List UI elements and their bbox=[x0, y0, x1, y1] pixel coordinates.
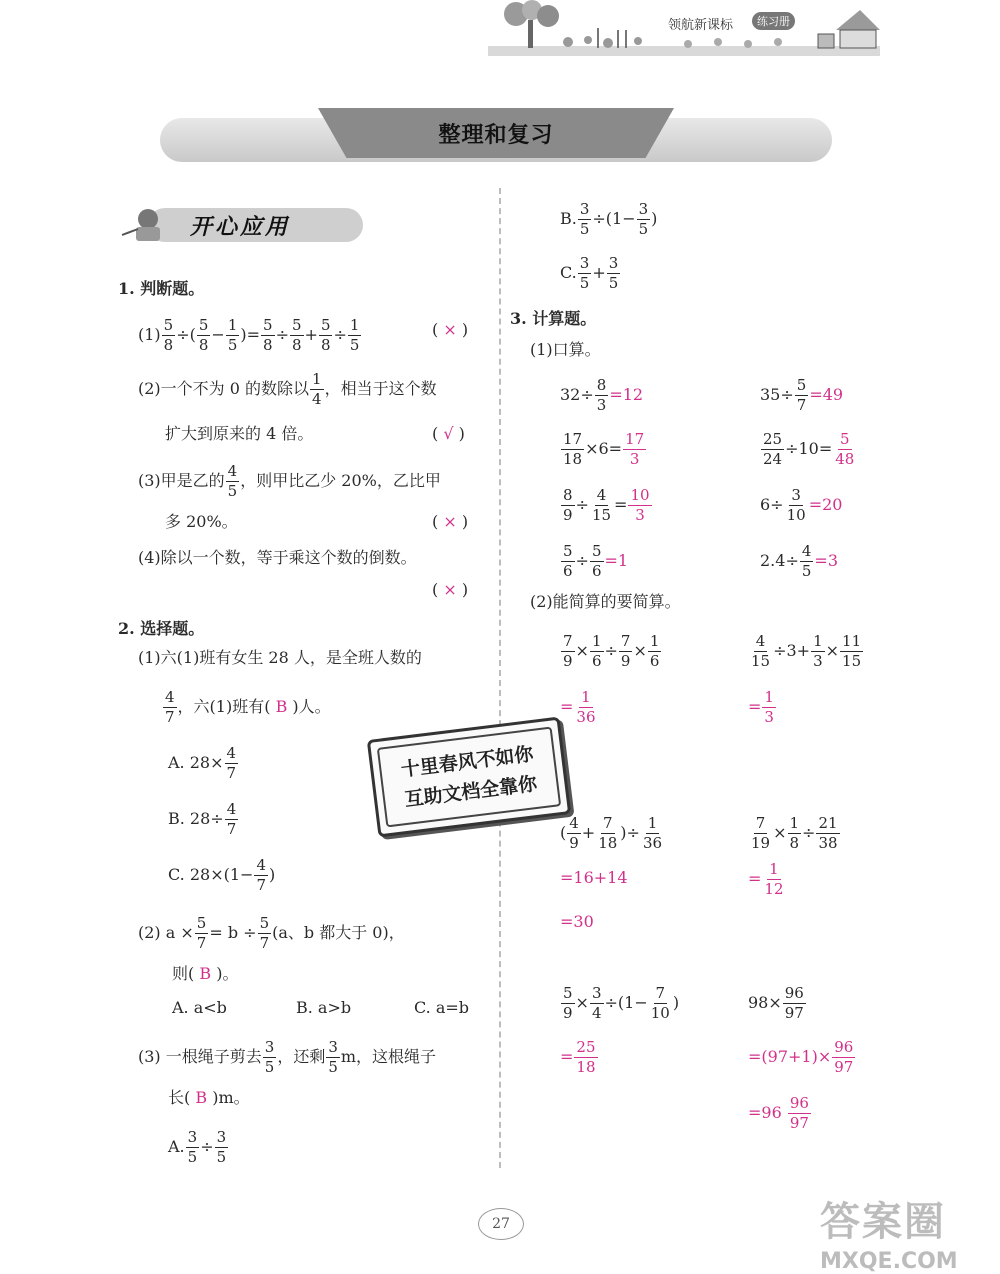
q2-item3-option-b: B. $\frac{3}{5}$ ÷(1− $\frac{3}{5}$ ) bbox=[560, 200, 658, 238]
frac-num: 25 bbox=[763, 430, 783, 448]
q1-item4-answer: ( × ) bbox=[432, 580, 469, 599]
q2-item2-text: (2) a × bbox=[138, 923, 194, 942]
frac-num: 3 bbox=[579, 254, 590, 272]
q1-item3-answer: ( × ) bbox=[432, 512, 469, 531]
q2-item2-text-end: (a、b 都大于 0)， bbox=[272, 923, 405, 942]
expr: =96 bbox=[748, 1103, 782, 1122]
page-title: 整理和复习 bbox=[438, 122, 554, 148]
frac-num: 5 bbox=[163, 316, 174, 334]
expr: 98× bbox=[748, 993, 782, 1012]
frac-num: 5 bbox=[320, 316, 331, 334]
frac-num: 4 bbox=[226, 744, 237, 762]
frac-den: 15 bbox=[842, 652, 862, 670]
page-number: 27 bbox=[478, 1208, 524, 1240]
frac-num: 10 bbox=[630, 486, 650, 504]
q2-item1-option-c: C. 28×(1− $\frac{4}{7}$ ) bbox=[168, 856, 276, 894]
expr: 6÷ bbox=[760, 495, 784, 514]
frac-den: 7 bbox=[226, 764, 237, 782]
oral-r4b bbox=[760, 544, 838, 579]
frac-num: 3 bbox=[216, 1128, 227, 1146]
calc-p2: $\frac{4}{15}$ ÷3+ $\frac{1}{3}$ × $\frac{11}{15}$ bbox=[751, 632, 862, 670]
expr: ÷3+ bbox=[773, 641, 811, 660]
q2-item3-line1 bbox=[138, 1040, 436, 1075]
frac-den: 38 bbox=[818, 834, 838, 852]
frac-num: 5 bbox=[291, 316, 302, 334]
oral-r1b bbox=[760, 378, 843, 413]
frac-den: 5 bbox=[227, 336, 238, 354]
section-title: 开心应用 bbox=[190, 214, 291, 240]
expr: 2.4÷ bbox=[760, 551, 799, 570]
answer: =3 bbox=[814, 551, 838, 570]
frac-num: 5 bbox=[840, 430, 850, 448]
frac-num: 7 bbox=[602, 814, 613, 832]
frac-num: 5 bbox=[196, 914, 207, 932]
frac-den: 18 bbox=[563, 450, 583, 468]
frac-num: 4 bbox=[801, 542, 812, 560]
watermark-line1: 答案圈 bbox=[820, 1199, 946, 1245]
q1-item2-text-end: ，相当于这个数 bbox=[324, 379, 437, 398]
frac-den: 7 bbox=[196, 934, 207, 952]
answer: =12 bbox=[609, 385, 644, 404]
calc-p6-answer bbox=[748, 1096, 812, 1131]
answer-choice: B bbox=[195, 1088, 208, 1107]
frac-den: 9 bbox=[563, 1004, 573, 1022]
option-label: C. 28×(1− bbox=[168, 865, 254, 884]
calc-p3-step: =16+14 bbox=[560, 868, 628, 887]
q2-item2-text2: 则( bbox=[172, 964, 195, 983]
student-reading-icon bbox=[118, 205, 168, 245]
q2-item3-option-a: A. $\frac{3}{5}$ ÷ $\frac{3}{5}$ bbox=[168, 1128, 227, 1166]
frac-den: 3 bbox=[813, 652, 823, 670]
frac-den: 3 bbox=[596, 396, 607, 414]
expr: ÷ bbox=[575, 495, 589, 514]
q2-item3-text2-end: )m。 bbox=[212, 1088, 250, 1107]
q1-item4-line1: (4)除以一个数，等于乘这个数的倒数。 bbox=[138, 548, 417, 567]
frac-num: 1 bbox=[647, 814, 658, 832]
frac-den: 9 bbox=[563, 506, 573, 524]
frac-num: 8 bbox=[563, 486, 573, 504]
calc-p3-answer: =30 bbox=[560, 912, 594, 931]
calc-p1-answer bbox=[560, 690, 599, 725]
q1-item2-text: (2)一个不为 0 的数除以 bbox=[138, 379, 310, 398]
q1-item2-answer: ( √ ) bbox=[432, 424, 465, 443]
series-badge: 练习册 bbox=[752, 12, 795, 30]
answer-choice: B bbox=[275, 697, 288, 716]
stamp-line1: 十里春风不如你 bbox=[399, 743, 535, 782]
frac-den: 36 bbox=[642, 834, 663, 852]
eq: = bbox=[748, 697, 762, 716]
stamp bbox=[367, 717, 571, 838]
q1-item1-prefix: (1) bbox=[138, 325, 161, 344]
frac-den: 19 bbox=[751, 834, 771, 852]
frac-den: 24 bbox=[763, 450, 783, 468]
frac-num: 1 bbox=[813, 632, 823, 650]
oral-r2b bbox=[760, 432, 857, 467]
frac-num: 5 bbox=[198, 316, 209, 334]
frac-num: 4 bbox=[226, 800, 237, 818]
frac-den: 7 bbox=[165, 708, 175, 726]
frac-num: 3 bbox=[187, 1128, 198, 1146]
q2-item3-text: (3) 一根绳子剪去 bbox=[138, 1047, 262, 1066]
expr: 35÷ bbox=[760, 385, 794, 404]
frac-den: 15 bbox=[751, 652, 771, 670]
frac-den: 5 bbox=[349, 336, 360, 354]
frac-den: 8 bbox=[789, 834, 800, 852]
answer-mark: √ bbox=[443, 424, 454, 443]
frac-num: 11 bbox=[842, 632, 862, 650]
answer-mark: × bbox=[443, 320, 457, 339]
frac-den: 5 bbox=[264, 1058, 275, 1076]
option-label: A. 28× bbox=[168, 753, 224, 772]
stamp-inner bbox=[377, 727, 561, 828]
answer: =20 bbox=[808, 495, 843, 514]
frac-den: 8 bbox=[198, 336, 209, 354]
q2-item2-text2-end: )。 bbox=[216, 964, 239, 983]
frac-num: 4 bbox=[165, 688, 175, 706]
q1-item1: (1) $\frac{5}{8}$ ÷( $\frac{5}{8}$ − $\frac{1}{5}$ )= $\frac{5}{8}$ ÷ $\frac{5}{8}$ + $\frac{5}{8}$ ÷ $\frac{1}{5}$ bbox=[138, 316, 360, 354]
frac-den: 8 bbox=[163, 336, 174, 354]
frac-num: 21 bbox=[818, 814, 838, 832]
q2-item2-line1 bbox=[138, 916, 405, 951]
q2-item2-option-a: A. a<b bbox=[172, 998, 227, 1017]
frac-den: 97 bbox=[789, 1114, 809, 1132]
q2-item3-text-mid: ，还剩 bbox=[277, 1047, 326, 1066]
frac-den: 6 bbox=[649, 652, 660, 670]
q2-item3-text-end: m，这根绳子 bbox=[340, 1047, 437, 1066]
option-label: C. bbox=[560, 263, 577, 282]
frac-den: 6 bbox=[563, 562, 573, 580]
frac-num: 1 bbox=[312, 370, 322, 388]
q1-item3-text-end: ，则甲比乙少 20%，乙比甲 bbox=[240, 471, 441, 490]
frac-num: 3 bbox=[591, 984, 602, 1002]
frac-num: 4 bbox=[256, 856, 266, 874]
eq: = bbox=[560, 1047, 574, 1066]
oral-r3a bbox=[560, 488, 653, 523]
option-label: A. bbox=[168, 1137, 185, 1156]
q2-item1-option-a bbox=[168, 746, 239, 781]
series-title: 领航新课标 bbox=[668, 18, 734, 33]
frac-den: 4 bbox=[312, 390, 322, 408]
watermark-line2: MXQE.COM bbox=[820, 1249, 958, 1274]
frac-den: 9 bbox=[563, 652, 573, 670]
frac-den: 97 bbox=[784, 1004, 804, 1022]
oral-r1a bbox=[560, 378, 643, 413]
frac-den: 3 bbox=[764, 708, 774, 726]
frac-num: 3 bbox=[608, 254, 619, 272]
q2-item3-text2: 长( bbox=[168, 1088, 191, 1107]
expr-eq: = bbox=[614, 495, 628, 514]
q2-item2-option-c: C. a=b bbox=[414, 998, 470, 1017]
frac-num: 3 bbox=[328, 1038, 338, 1056]
frac-den: 5 bbox=[579, 274, 590, 292]
frac-den: 8 bbox=[291, 336, 302, 354]
frac-den: 18 bbox=[576, 1058, 596, 1076]
frac-den: 9 bbox=[620, 652, 631, 670]
calc-p4-answer bbox=[748, 862, 787, 897]
q2-item2-option-b: B. a>b bbox=[296, 998, 352, 1017]
frac-den: 7 bbox=[256, 876, 266, 894]
q1-item1-answer: ( × ) bbox=[432, 320, 469, 339]
q2-item3-line2 bbox=[168, 1086, 250, 1110]
calc-p6-step bbox=[748, 1040, 856, 1075]
calc-p3: ( $\frac{4}{9}$ + $\frac{7}{18}$ )÷ $\frac{1}{36}$ bbox=[560, 814, 663, 852]
frac-num: 1 bbox=[764, 688, 774, 706]
column-divider bbox=[499, 188, 501, 1168]
frac-den: 5 bbox=[328, 1058, 338, 1076]
frac-den: 18 bbox=[598, 834, 618, 852]
expr: ÷ bbox=[575, 551, 589, 570]
frac-num: 5 bbox=[563, 984, 573, 1002]
frac-den: 6 bbox=[591, 562, 602, 580]
frac-num: 1 bbox=[649, 632, 660, 650]
oral-r3b bbox=[760, 488, 842, 523]
q1-item2-line1 bbox=[138, 372, 437, 407]
frac-num: 7 bbox=[620, 632, 631, 650]
frac-den: 8 bbox=[263, 336, 273, 354]
frac-den: 7 bbox=[259, 934, 270, 952]
frac-den: 48 bbox=[835, 450, 855, 468]
q1-heading: 1. 判断题。 bbox=[118, 279, 205, 298]
answer-choice: B bbox=[199, 964, 212, 983]
frac-num: 5 bbox=[563, 542, 573, 560]
oral-r2a bbox=[560, 432, 647, 467]
answer-mark: × bbox=[443, 580, 457, 599]
frac-den: 8 bbox=[320, 336, 331, 354]
frac-den: 5 bbox=[187, 1148, 198, 1166]
option-label: B. 28÷ bbox=[168, 809, 224, 828]
frac-den: 5 bbox=[579, 220, 590, 238]
oral-r4a bbox=[560, 544, 628, 579]
frac-den: 3 bbox=[635, 506, 645, 524]
frac-den: 4 bbox=[591, 1004, 602, 1022]
frac-num: 17 bbox=[563, 430, 583, 448]
frac-den: 5 bbox=[638, 220, 649, 238]
frac-den: 3 bbox=[629, 450, 640, 468]
frac-den: 10 bbox=[786, 506, 806, 524]
frac-den: 5 bbox=[608, 274, 619, 292]
expr: 32÷ bbox=[560, 385, 594, 404]
frac-num: 25 bbox=[576, 1038, 596, 1056]
calc-p6 bbox=[748, 986, 807, 1021]
frac-den: 5 bbox=[216, 1148, 227, 1166]
frac-num: 5 bbox=[263, 316, 273, 334]
expr: =(97+1)× bbox=[748, 1047, 832, 1066]
frac-den: 7 bbox=[226, 820, 237, 838]
frac-num: 4 bbox=[596, 486, 607, 504]
frac-num: 1 bbox=[789, 814, 800, 832]
frac-num: 8 bbox=[596, 376, 607, 394]
q3-sub2: (2)能简算的要简算。 bbox=[530, 592, 681, 611]
calc-p5-answer bbox=[560, 1040, 599, 1075]
frac-num: 7 bbox=[755, 814, 766, 832]
frac-num: 4 bbox=[755, 632, 766, 650]
frac-num: 1 bbox=[581, 688, 591, 706]
frac-den: 9 bbox=[569, 834, 579, 852]
frac-den: 15 bbox=[591, 506, 612, 524]
frac-num: 96 bbox=[834, 1038, 854, 1056]
watermark bbox=[820, 1190, 990, 1274]
stamp-line2: 互助文档全靠你 bbox=[403, 772, 539, 811]
frac-num: 4 bbox=[227, 462, 238, 480]
frac-num: 96 bbox=[789, 1094, 809, 1112]
frac-num: 3 bbox=[791, 486, 801, 504]
calc-p5: $\frac{5}{9}$ × $\frac{3}{4}$ ÷(1− $\frac{7}{10}$ ) bbox=[563, 984, 680, 1022]
q1-item2-line2: 扩大到原来的 4 倍。 bbox=[165, 424, 314, 443]
frac-den: 5 bbox=[801, 562, 812, 580]
q1-item3-line2: 多 20%。 bbox=[165, 512, 238, 531]
eq: = bbox=[748, 869, 762, 888]
frac-den: 12 bbox=[764, 880, 784, 898]
q3-heading: 3. 计算题。 bbox=[510, 309, 597, 328]
q2-item1-line2 bbox=[162, 690, 331, 725]
expr: ÷10= bbox=[785, 439, 833, 458]
answer: =1 bbox=[604, 551, 629, 570]
q2-item3-option-c: C. $\frac{3}{5}$ + $\frac{3}{5}$ bbox=[560, 254, 619, 292]
answer-mark: × bbox=[443, 512, 457, 531]
q2-item2-text-mid: = b ÷ bbox=[209, 923, 257, 942]
frac-num: 5 bbox=[796, 376, 807, 394]
q2-heading: 2. 选择题。 bbox=[118, 619, 205, 638]
frac-num: 1 bbox=[227, 316, 238, 334]
frac-num: 1 bbox=[769, 860, 779, 878]
calc-p2-answer bbox=[748, 690, 777, 725]
section-header bbox=[118, 205, 291, 245]
frac-den: 5 bbox=[227, 482, 238, 500]
frac-num: 1 bbox=[591, 632, 602, 650]
frac-num: 4 bbox=[569, 814, 579, 832]
q2-item1-option-b bbox=[168, 802, 239, 837]
frac-num: 17 bbox=[625, 430, 645, 448]
eq: = bbox=[560, 697, 574, 716]
calc-p1: $\frac{7}{9}$ × $\frac{1}{6}$ ÷ $\frac{7}{9}$ × $\frac{1}{6}$ bbox=[563, 632, 660, 670]
frac-num: 1 bbox=[349, 316, 360, 334]
q3-sub1: (1)口算。 bbox=[530, 340, 601, 359]
frac-num: 3 bbox=[264, 1038, 275, 1056]
frac-den: 7 bbox=[796, 396, 807, 414]
frac-num: 3 bbox=[638, 200, 649, 218]
frac-den: 36 bbox=[576, 708, 596, 726]
frac-num: 5 bbox=[259, 914, 270, 932]
option-label: B. bbox=[560, 209, 577, 228]
frac-num: 7 bbox=[655, 984, 666, 1002]
frac-den: 10 bbox=[650, 1004, 670, 1022]
q2-item1-text: ，六(1)班有( bbox=[177, 697, 271, 716]
answer: =49 bbox=[809, 385, 844, 404]
q2-item1-text-end: )人。 bbox=[292, 697, 331, 716]
q2-item2-line2 bbox=[172, 962, 238, 986]
calc-p4: $\frac{7}{19}$ × $\frac{1}{8}$ ÷ $\frac{21}{38}$ bbox=[751, 814, 838, 852]
q2-item1-line1: (1)六(1)班有女生 28 人，是全班人数的 bbox=[138, 648, 422, 667]
expr: ×6= bbox=[585, 439, 623, 458]
q1-item3-text: (3)甲是乙的 bbox=[138, 471, 225, 490]
frac-num: 7 bbox=[563, 632, 573, 650]
frac-den: 97 bbox=[834, 1058, 854, 1076]
frac-den: 6 bbox=[591, 652, 602, 670]
frac-num: 5 bbox=[591, 542, 602, 560]
frac-num: 3 bbox=[579, 200, 590, 218]
q1-item3-line1 bbox=[138, 464, 441, 499]
frac-num: 96 bbox=[784, 984, 804, 1002]
